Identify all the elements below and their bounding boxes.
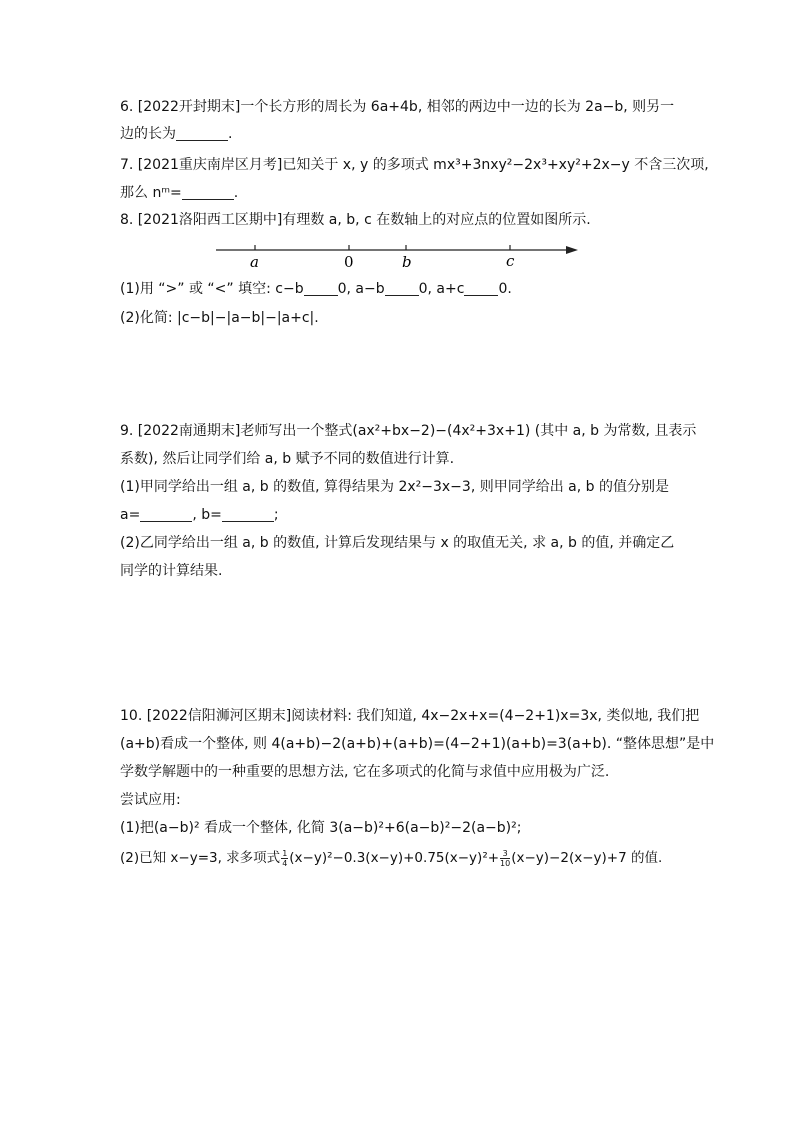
q9-blank-b [222, 507, 274, 522]
q7-line2-text: 那么 nᵐ= [120, 185, 182, 201]
q7-answer-blank [182, 185, 234, 200]
q10-line2: (a+b)看成一个整体, 则 4(a+b)−2(a+b)+(a+b)=(4−2+1)(a+b)=3(a+b). “整体思想”是中 [120, 736, 715, 752]
q9-line4-c: ; [273, 507, 279, 523]
q9-line2: 系数), 然后让同学们给 a, b 赋予不同的数值进行计算. [120, 451, 455, 467]
q8-sub1-d: 0. [498, 281, 512, 297]
q8-blank-1 [304, 281, 338, 296]
q9-line1: 9. [2022南通期末]老师写出一个整式(ax²+bx−2)−(4x²+3x+1) (其中 a, b 为常数, 且表示 [120, 423, 697, 439]
q8-sub1 [120, 279, 512, 299]
q6-answer-blank [176, 126, 228, 141]
q7-line2 [120, 183, 238, 203]
q10-line6-a: (2)已知 x−y=3, 求多项式 [120, 850, 281, 866]
frac1-numerator: 1 [282, 848, 288, 858]
q9-line4-a: a= [120, 507, 141, 523]
q9-line4-b: , b= [192, 507, 222, 523]
q8-sub1-c: 0, a+c [418, 281, 465, 297]
q10-line4: 尝试应用: [120, 792, 181, 808]
q7-line2-end: . [233, 185, 239, 201]
q10-line3: 学数学解题中的一种重要的思想方法, 它在多项式的化简与求值中应用极为广泛. [120, 764, 610, 780]
q8-sub2: (2)化简: |c−b|−|a−b|−|a+c|. [120, 310, 319, 326]
q6-line2-end: . [228, 126, 233, 142]
q8-blank-2 [385, 281, 419, 296]
q8-number-line [210, 238, 590, 274]
label-b: b [402, 253, 412, 271]
frac1-denominator: 4 [282, 858, 288, 868]
q9-line4 [120, 505, 279, 525]
q9-blank-a [140, 507, 192, 522]
q7-line1: 7. [2021重庆南岸区月考]已知关于 x, y 的多项式 mx³+3nxy²−2x³+xy²+2x−y 不含三次项, [120, 157, 709, 173]
q10-line1: 10. [2022信阳浉河区期末]阅读材料: 我们知道, 4x−2x+x=(4−2+1)x=3x, 类似地, 我们把 [120, 708, 700, 724]
q9-line3: (1)甲同学给出一组 a, b 的数值, 算得结果为 2x²−3x−3, 则甲同学给出 a, b 的值分别是 [120, 479, 669, 495]
q10-line6 [120, 848, 662, 868]
q10-line5: (1)把(a−b)² 看成一个整体, 化简 3(a−b)²+6(a−b)²−2(a−b)²; [120, 820, 522, 836]
label-0: 0 [344, 253, 354, 271]
number-line-arrow [566, 246, 578, 254]
frac2-denominator: 10 [500, 858, 511, 868]
q9-line6: 同学的计算结果. [120, 563, 223, 579]
q8-sub1-b: 0, a−b [337, 281, 385, 297]
fraction-three-tenths [500, 849, 510, 868]
q9-line5: (2)乙同学给出一组 a, b 的数值, 计算后发现结果与 x 的取值无关, 求 a, b 的值, 并确定乙 [120, 535, 675, 551]
q10-line6-c: (x−y)−2(x−y)+7 的值. [511, 850, 663, 866]
frac2-numerator: 3 [500, 849, 510, 859]
q6-line1: 6. [2022开封期末]一个长方形的周长为 6a+4b, 相邻的两边中一边的长为 2a−b, 则另一 [120, 99, 675, 115]
q6-line2-text: 边的长为 [120, 126, 176, 142]
q8-line1: 8. [2021洛阳西工区期中]有理数 a, b, c 在数轴上的对应点的位置如图所示. [120, 212, 591, 228]
q8-blank-3 [464, 281, 498, 296]
q8-sub1-a: (1)用 “>” 或 “<” 填空: c−b [120, 281, 304, 297]
q10-line6-b: (x−y)²−0.3(x−y)+0.75(x−y)²+ [289, 850, 500, 866]
q6-line2 [120, 124, 232, 144]
label-a: a [250, 253, 259, 271]
label-c: c [506, 252, 515, 270]
fraction-one-quarter [281, 849, 288, 868]
